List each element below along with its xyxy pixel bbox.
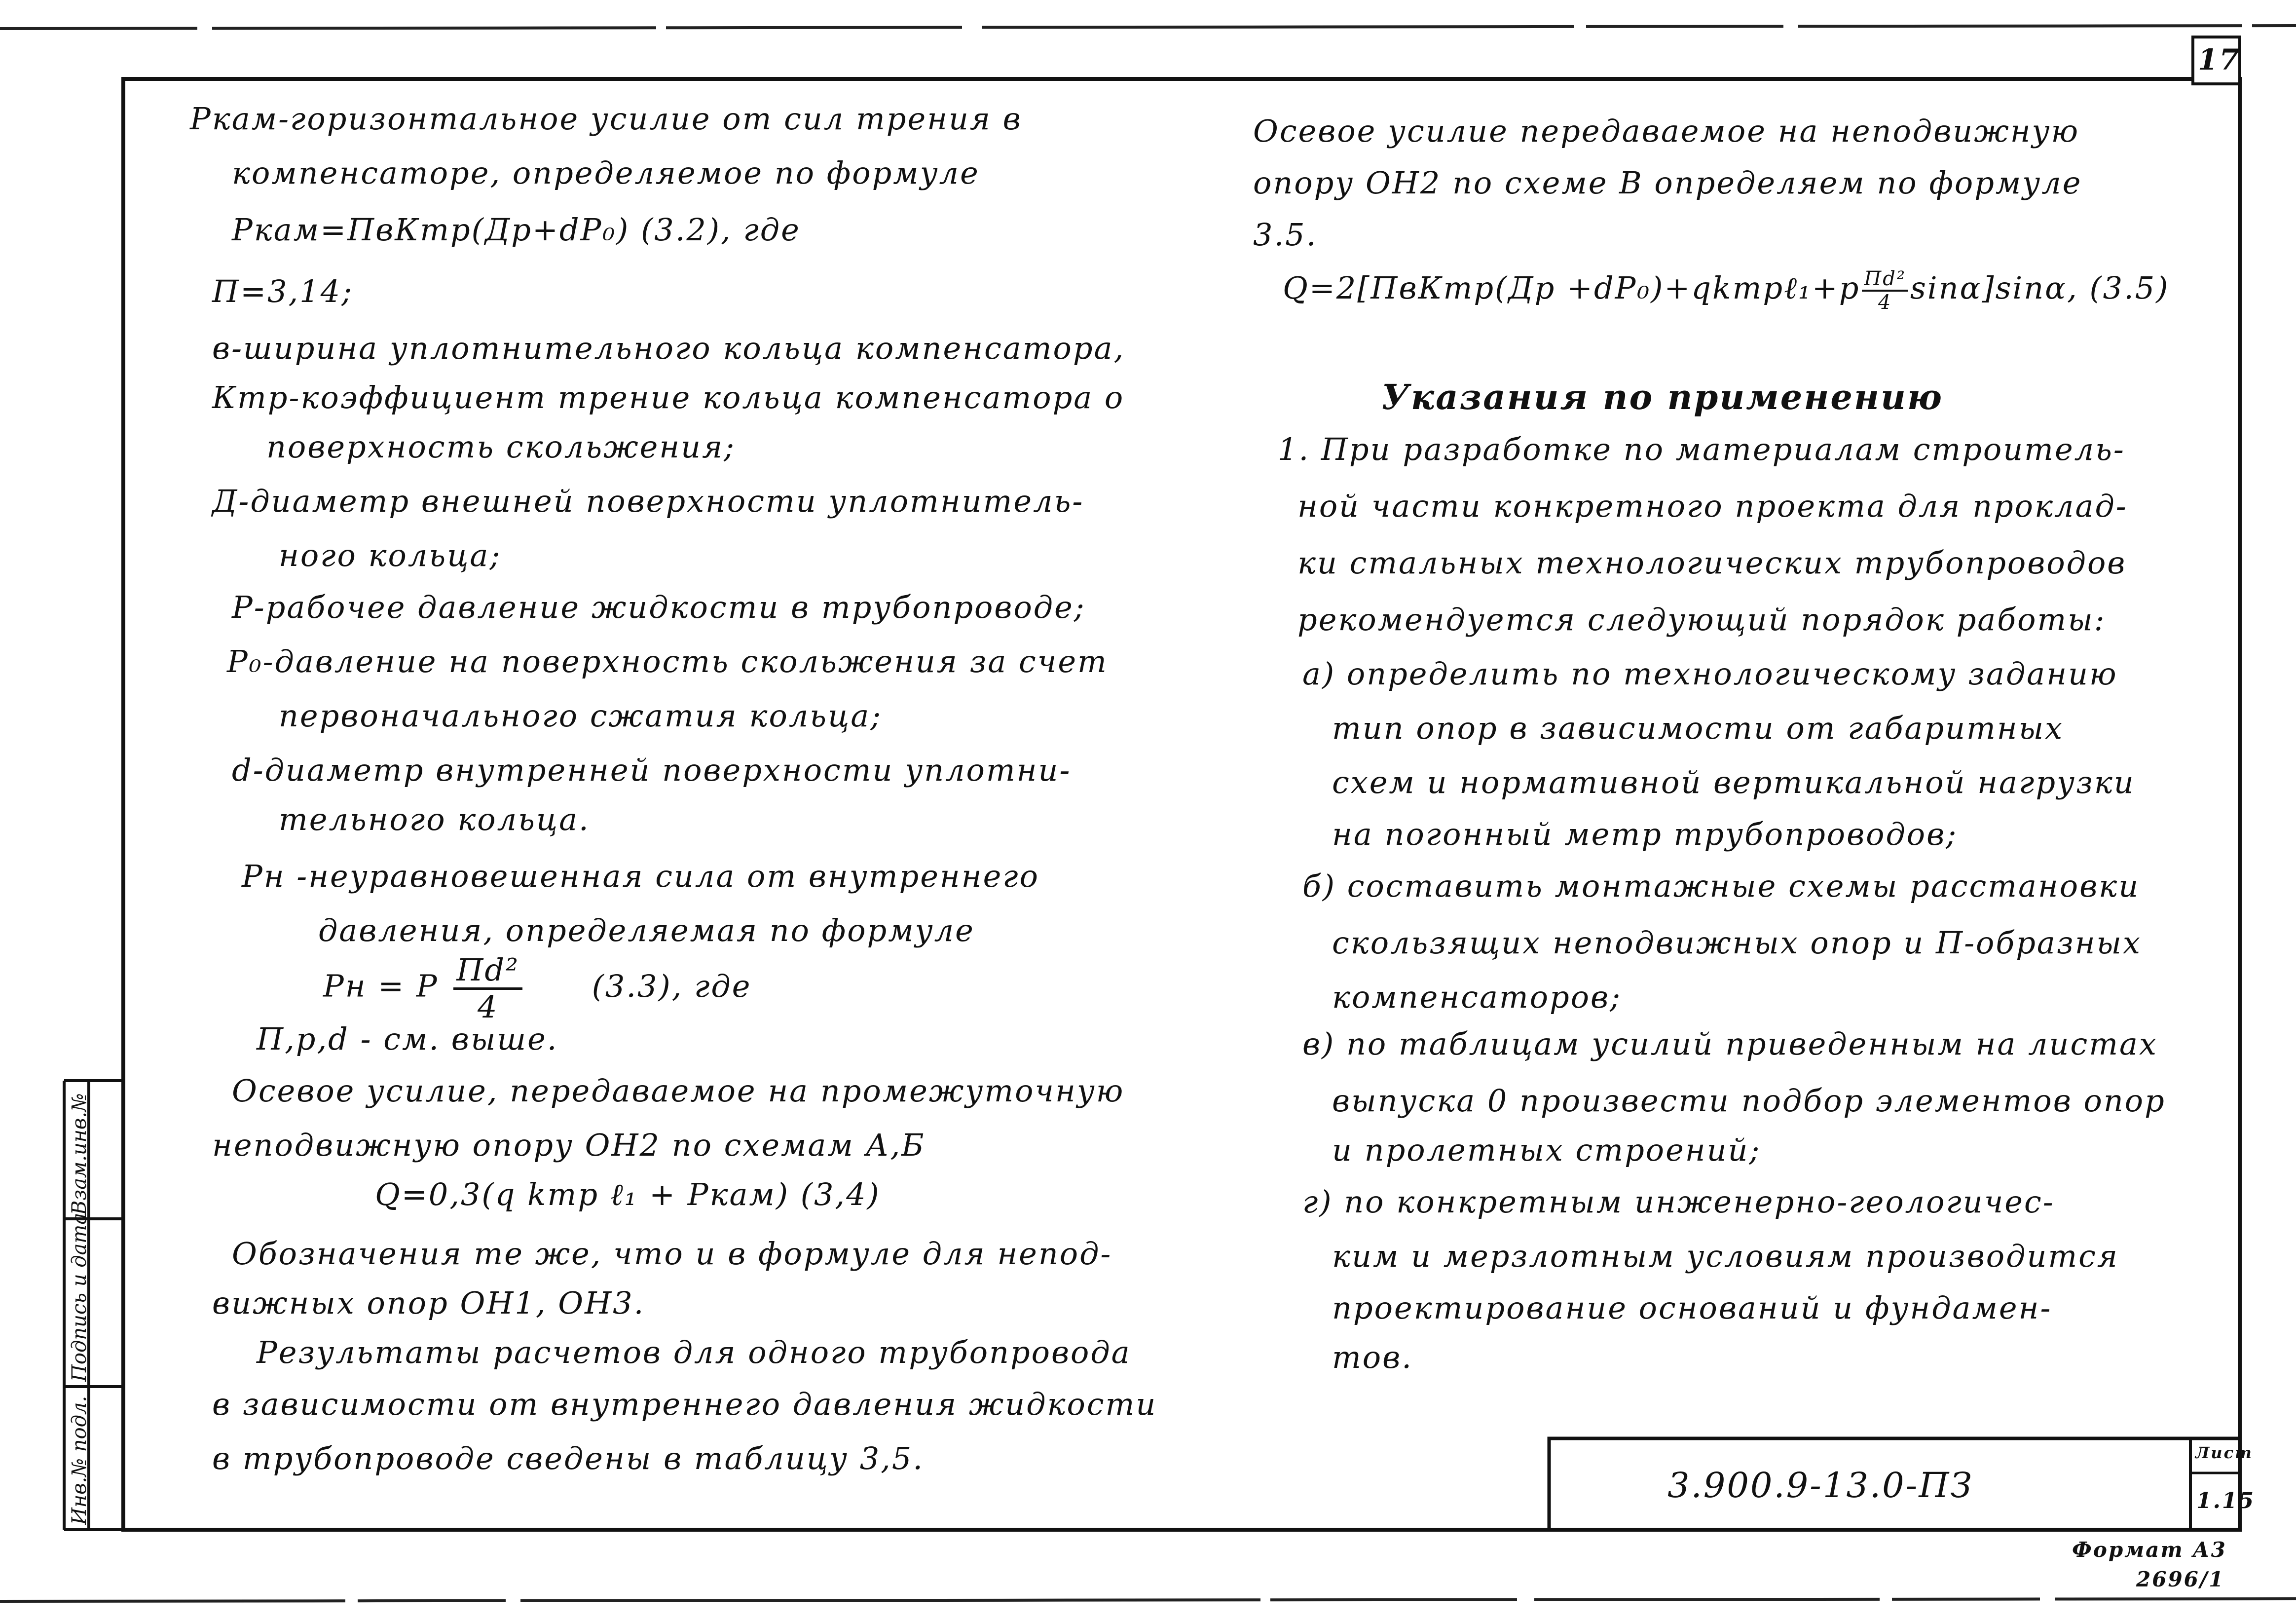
- right-line: Осевое усилие передаваемое на неподвижную: [1253, 113, 2080, 149]
- left-line: Осевое усилие, передаваемое на промежуточную: [232, 1073, 1125, 1109]
- left-line: неподвижную опору ОН2 по схемам А,Б: [212, 1127, 926, 1163]
- sheet-label: Лист: [2195, 1443, 2253, 1462]
- fraction-numerator: Пd²: [453, 955, 522, 990]
- instructions-title: Указания по применению: [1381, 377, 1943, 417]
- left-line: Р-рабочее давление жидкости в трубопроводе;: [232, 589, 1086, 625]
- instruction-line: ки стальных технологических трубопроводов: [1297, 545, 2127, 581]
- right-line: 3.5.: [1253, 217, 1318, 253]
- instruction-line: рекомендуется следующий порядок работы:: [1297, 602, 2106, 638]
- stamp-inv-podl: Инв.№ подл.: [68, 1395, 91, 1525]
- left-line: Ктр-коэффициент трение кольца компенсатора о: [212, 379, 1125, 415]
- instruction-line: скользящих неподвижных опор и П-образных: [1332, 925, 2142, 961]
- left-line: П,р,d - см. выше.: [257, 1021, 558, 1057]
- stamp-vzam-inv: Взам.инв.№: [68, 1093, 91, 1215]
- instruction-line: и пролетных строений;: [1332, 1132, 1761, 1168]
- instruction-line: проектирование оснований и фундамен-: [1332, 1290, 2052, 1326]
- formula-3-4: Q=0,3(q kтр ℓ₁ + Ркам) (3,4): [375, 1176, 881, 1212]
- instruction-line: в) по таблицам усилий приведенным на листах: [1302, 1026, 2158, 1062]
- formula-3-5: [1283, 269, 2169, 312]
- fraction-numerator: Пd²: [1862, 269, 1908, 292]
- formula-3-3: [323, 952, 752, 1025]
- format-label: Формат А3: [2072, 1538, 2227, 1562]
- left-line: в-ширина уплотнительного кольца компенсатора,: [212, 330, 1125, 366]
- sheet-number: 1.15: [2196, 1488, 2256, 1513]
- instruction-line: б) составить монтажные схемы расстановки: [1302, 868, 2140, 904]
- fraction-denominator: 4: [477, 989, 499, 1025]
- instruction-line: ной части конкретного проекта для проклад-: [1297, 488, 2128, 524]
- formula-3-3-lhs: Pн = P: [323, 968, 439, 1004]
- left-line: Д-диаметр внешней поверхности уплотнитель-: [212, 483, 1084, 519]
- stamp-podpis-data: Подпись и дата: [68, 1212, 91, 1382]
- instruction-line: схем и нормативной вертикальной нагрузки: [1332, 764, 2135, 800]
- document-code: 3.900.9-13.0-ПЗ: [1667, 1465, 1974, 1506]
- instruction-line: тип опор в зависимости от габаритных: [1332, 710, 2064, 746]
- left-line: тельного кольца.: [279, 801, 590, 837]
- formula-3-3-fraction: [453, 952, 522, 1025]
- left-line: Р₀-давление на поверхность скольжения за счет: [227, 643, 1108, 679]
- left-line: в трубопроводе сведены в таблицу 3,5.: [212, 1440, 925, 1476]
- left-line: Рн -неуравновешенная сила от внутреннего: [242, 858, 1039, 894]
- left-line: П=3,14;: [212, 273, 353, 309]
- instruction-line: г) по конкретным инженерно-геологичес-: [1302, 1184, 2055, 1220]
- left-line: вижных опор ОН1, ОН3.: [212, 1285, 645, 1321]
- formula-3-5-part2: sinα]sinα, (3.5): [1910, 270, 2170, 306]
- instruction-line: 1. При разработке по материалам строитель-: [1278, 431, 2125, 467]
- page-number: 17: [2198, 43, 2241, 76]
- instruction-line: компенсаторов;: [1332, 979, 1622, 1015]
- formula-3-2: Pкам=ПвКтр(Др+dP₀) (3.2), где: [232, 212, 801, 248]
- left-line: d-диаметр внутренней поверхности уплотни-: [232, 752, 1072, 788]
- left-line: Результаты расчетов для одного трубопровода: [257, 1334, 1131, 1370]
- instruction-line: а) определить по технологическому заданию: [1302, 656, 2118, 692]
- left-line: давления, определяемая по формуле: [318, 912, 975, 948]
- left-line: поверхность скольжения;: [266, 429, 736, 465]
- left-line: Ркам-горизонтальное усилие от сил трения в: [190, 101, 1022, 137]
- left-line: ного кольца;: [279, 537, 502, 573]
- formula-3-5-part1: Q=2[ПвКтр(Др +dP₀)+qkтрℓ₁+р: [1283, 270, 1860, 306]
- instruction-line: тов.: [1332, 1339, 1413, 1375]
- fraction-denominator: 4: [1878, 291, 1892, 314]
- bottom-code: 2696/1: [2136, 1567, 2225, 1591]
- left-line: Обозначения те же, что и в формуле для непод-: [232, 1236, 1112, 1272]
- instruction-line: на погонный метр трубопроводов;: [1332, 816, 1958, 852]
- left-line: первоначального сжатия кольца;: [279, 698, 883, 734]
- formula-3-5-fraction: [1862, 269, 1908, 312]
- formula-3-3-tail: (3.3), где: [592, 968, 752, 1004]
- right-line: опору ОН2 по схеме В определяем по формуле: [1253, 165, 2082, 201]
- instruction-line: выпуска 0 произвести подбор элементов опор: [1332, 1083, 2166, 1119]
- left-line: в зависимости от внутреннего давления жидкости: [212, 1386, 1157, 1422]
- left-line: компенсаторе, определяемое по формуле: [232, 155, 980, 191]
- instruction-line: ким и мерзлотным условиям производится: [1332, 1238, 2119, 1274]
